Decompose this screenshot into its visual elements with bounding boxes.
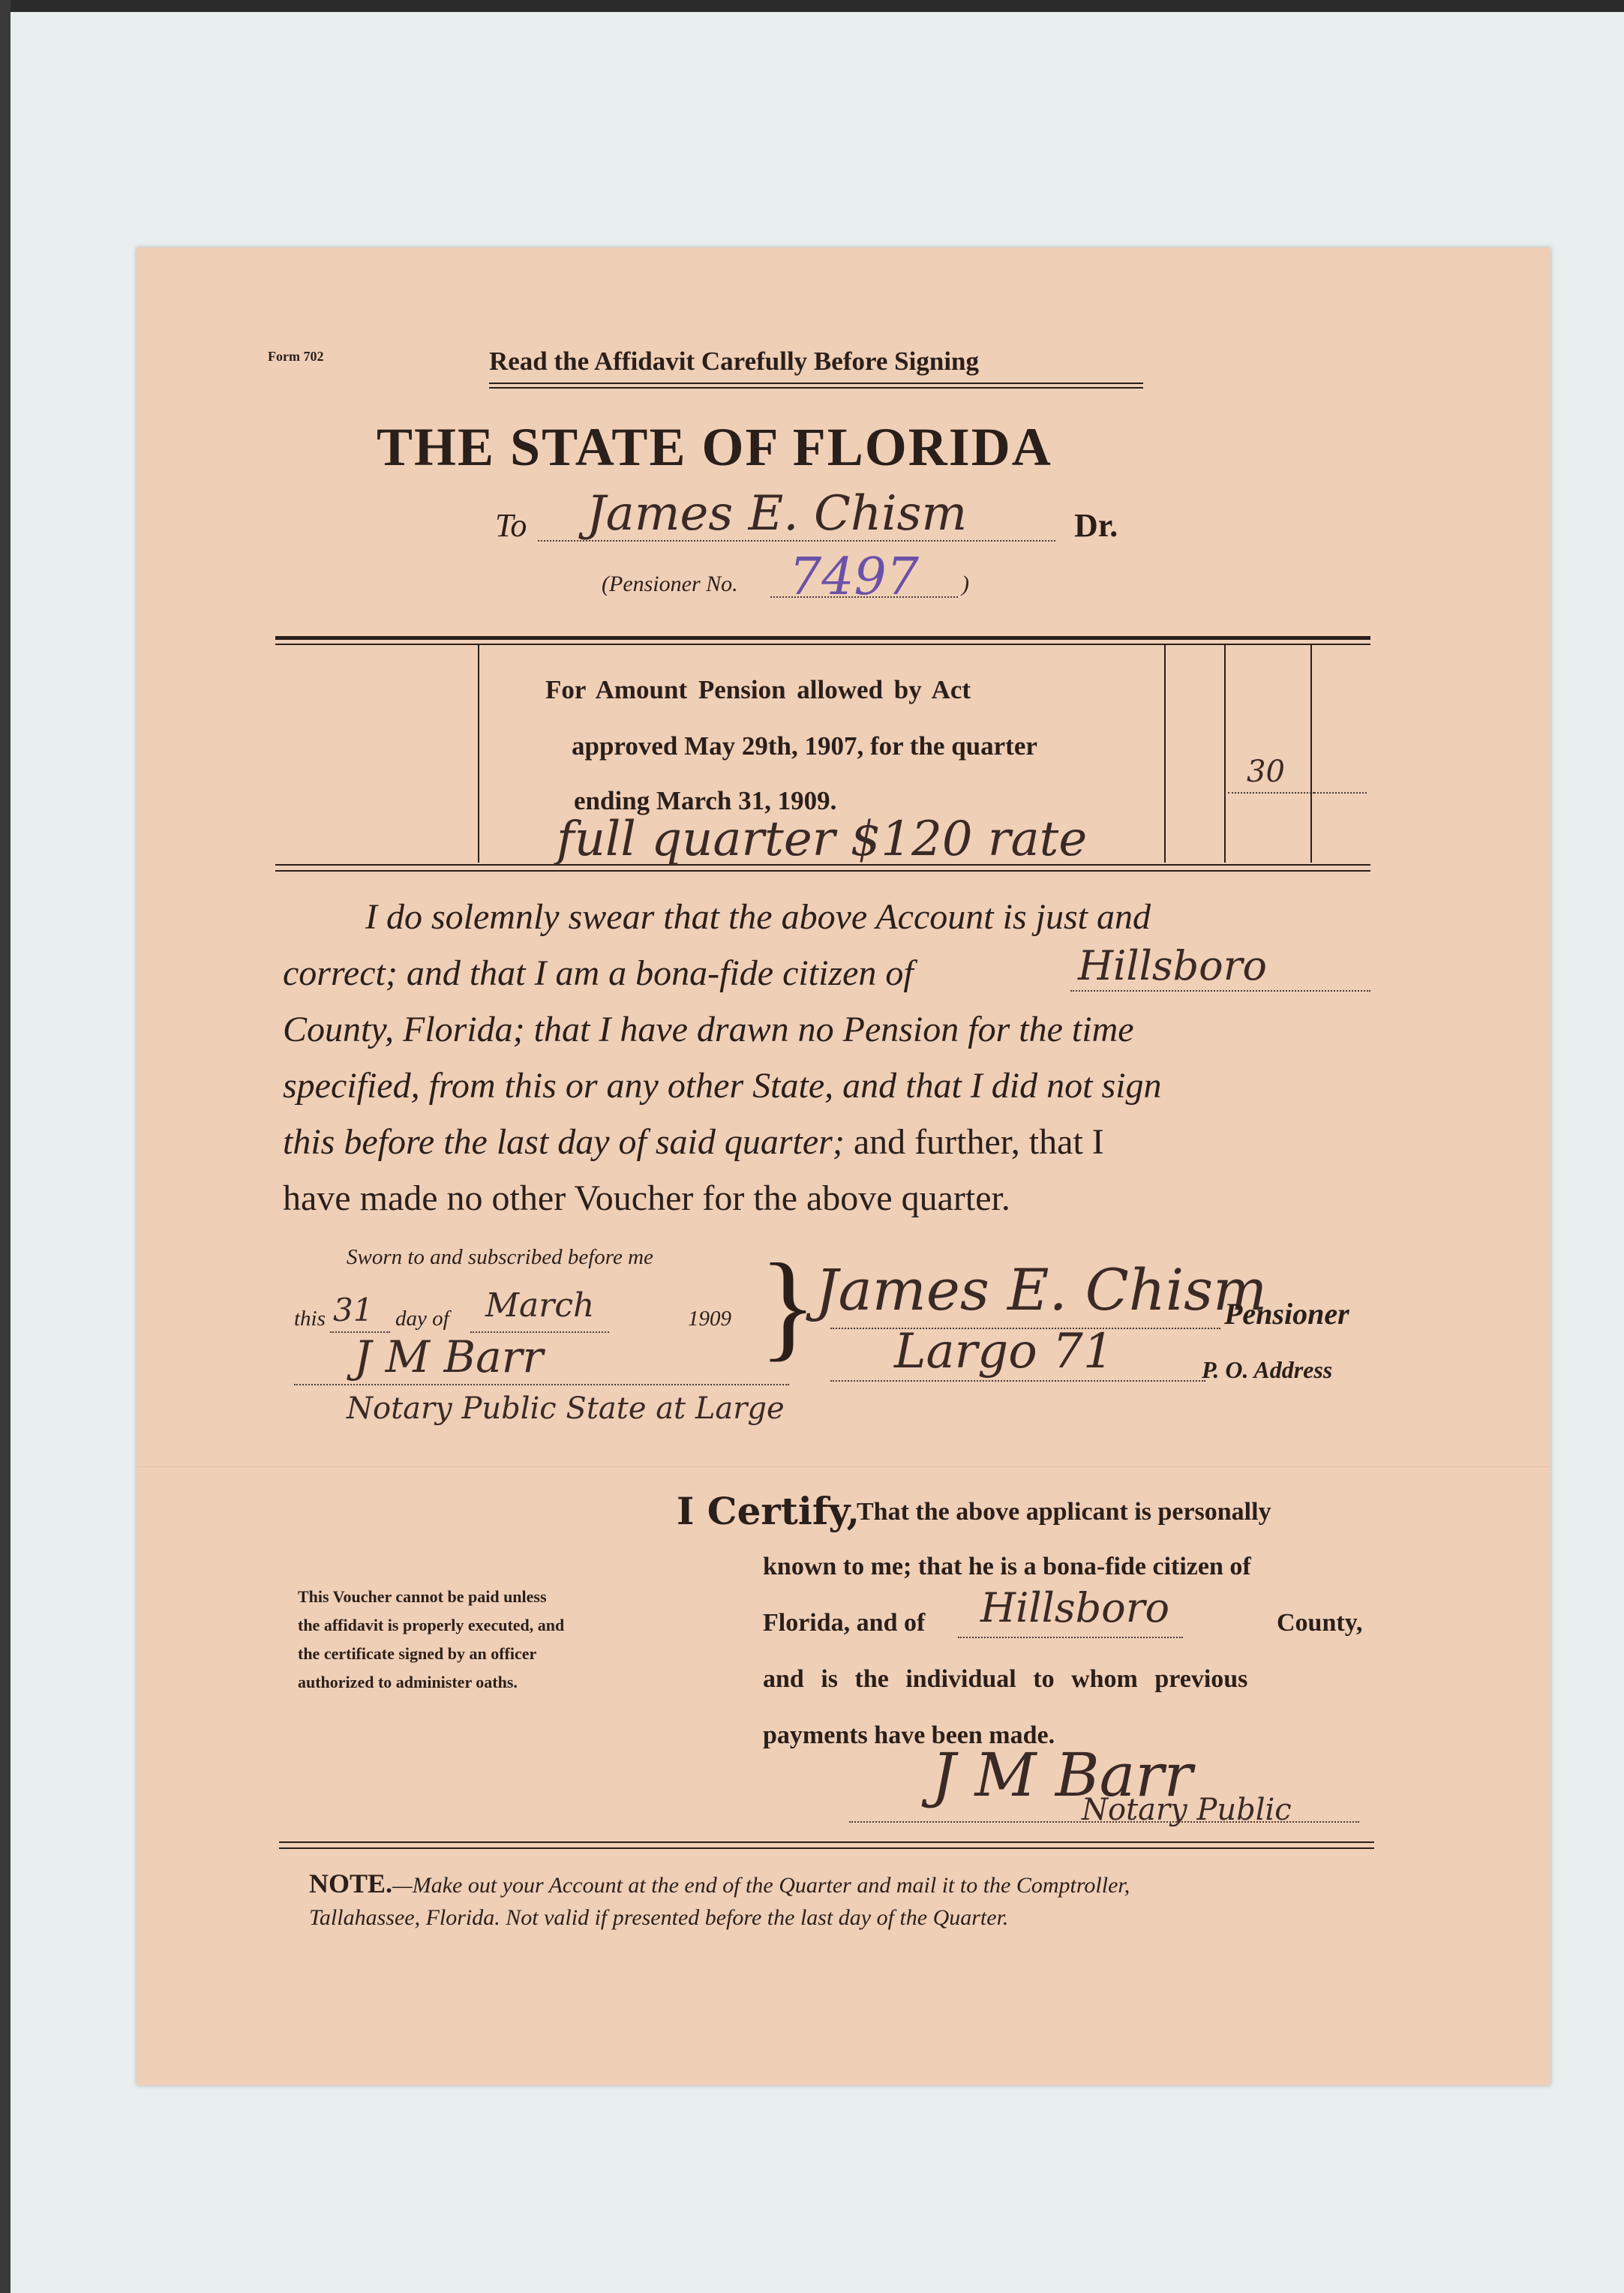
affidavit-line-5-roman: and further, that I xyxy=(844,1122,1104,1162)
certify-heading: I Certify, xyxy=(677,1489,860,1533)
certify-line-3b: County, xyxy=(1277,1609,1363,1637)
form-number: Form 702 xyxy=(268,349,324,364)
certify-signature: J M Barr xyxy=(932,1740,1193,1810)
note-top-rule xyxy=(279,1841,1374,1843)
header-note: Read the Affidavit Carefully Before Signing xyxy=(489,347,980,376)
note-label: NOTE. xyxy=(309,1868,393,1898)
certify-signature-title: Notary Public xyxy=(1082,1793,1292,1827)
affidavit-line-4: specified, from this or any other State, and that I did not sign xyxy=(283,1066,1162,1106)
account-line-2: approved May 29th, 1907, for the quarter xyxy=(572,731,1037,761)
payee-name: James E. Chism xyxy=(587,486,968,542)
voucher-note-line-3: the certificate signed by an officer xyxy=(298,1644,537,1663)
affidavit-county: Hillsboro xyxy=(1078,942,1268,989)
certify-county-dotted-line xyxy=(958,1637,1183,1638)
sworn-notary-title: Notary Public State at Large xyxy=(347,1391,785,1426)
amount-dotted-line xyxy=(1228,792,1314,794)
affidavit-line-5-italic: this before the last day of said quarter; xyxy=(283,1122,845,1162)
account-handwritten-note: full quarter $120 rate xyxy=(557,812,1088,867)
affidavit-line-1: I do solemnly swear that the above Account is just and xyxy=(365,897,1151,937)
affidavit-line-2 xyxy=(283,942,1378,1001)
table-col-line-1 xyxy=(478,645,479,863)
voucher-note-line-1: This Voucher cannot be paid unless xyxy=(298,1587,547,1606)
sworn-month: March xyxy=(485,1286,595,1325)
sworn-day-label: day of xyxy=(395,1307,449,1331)
table-bottom-rule-2 xyxy=(275,870,1370,872)
affidavit xyxy=(283,889,1378,1226)
account-line-3: ending March 31, 1909. xyxy=(574,786,837,815)
pension-voucher xyxy=(137,248,1550,2085)
scanner-frame-top xyxy=(0,0,1624,12)
table-top-rule xyxy=(275,636,1370,640)
scanner-frame-left xyxy=(0,0,11,2293)
table-top-rule-2 xyxy=(275,644,1370,645)
affidavit-line-2-text: correct; and that I am a bona-fide citizen of xyxy=(283,953,914,993)
brace: } xyxy=(759,1238,817,1372)
sworn-notary-signature: J M Barr xyxy=(354,1331,544,1382)
pensioner-close: ) xyxy=(962,572,969,596)
certify-line-1: That the above applicant is personally xyxy=(857,1498,1271,1526)
pensioner-label-sig: Pensioner xyxy=(1224,1297,1349,1331)
po-dotted-line xyxy=(830,1380,1205,1382)
affidavit-line-6: have made no other Voucher for the above quarter. xyxy=(283,1178,1010,1218)
voucher-note-line-2: the affidavit is properly executed, and xyxy=(298,1616,565,1634)
certify-line-3a: Florida, and of xyxy=(763,1609,926,1637)
paper-fold xyxy=(137,1466,1550,1469)
sworn-line-1: Sworn to and subscribed before me xyxy=(347,1245,653,1269)
page-title: THE STATE OF FLORIDA xyxy=(377,417,1052,477)
account-amount: 30 xyxy=(1247,755,1285,789)
po-address-value: Largo 71 xyxy=(894,1324,1114,1379)
table-col-line-2 xyxy=(1164,645,1166,863)
table-col-line-4 xyxy=(1310,645,1312,863)
cents-dotted-line xyxy=(1314,792,1367,794)
affidavit-line-5 xyxy=(283,1114,1378,1170)
po-address-label: P. O. Address xyxy=(1202,1356,1333,1383)
note-line-2: Tallahassee, Florida. Not valid if presented before the last day of the Quarter. xyxy=(309,1905,1009,1930)
certify-line-4: and is the individual to whom previous xyxy=(763,1665,1248,1693)
sworn-year: 1909 xyxy=(688,1307,731,1331)
affidavit-line-3: County, Florida; that I have drawn no Pension for the time xyxy=(283,1010,1134,1049)
header-underline-2 xyxy=(489,387,1143,389)
note-line-1 xyxy=(309,1868,1130,1899)
county-dotted-line xyxy=(1070,990,1370,992)
note-top-rule-2 xyxy=(279,1847,1374,1849)
voucher-note xyxy=(298,1583,564,1697)
pensioner-signature: James E. Chism xyxy=(815,1256,1268,1323)
certify-county: Hillsboro xyxy=(980,1584,1170,1631)
table-col-line-3 xyxy=(1224,645,1226,863)
certify-line-5: payments have been made. xyxy=(763,1721,1055,1749)
certify-line-2: known to me; that he is a bona-fide citizen of xyxy=(763,1553,1251,1580)
sworn-this-label: this xyxy=(294,1307,326,1331)
sworn-day: 31 xyxy=(333,1292,374,1328)
notary-dotted-line xyxy=(294,1384,789,1385)
header-underline xyxy=(489,383,1143,384)
note-line-1-text: —Make out your Account at the end of the Quarter and mail it to the Comptroller, xyxy=(392,1873,1130,1898)
dr-label: Dr. xyxy=(1074,507,1118,544)
to-label: To xyxy=(495,507,527,544)
pensioner-number: 7497 xyxy=(789,548,920,607)
account-line-1: For Amount Pension allowed by Act xyxy=(545,675,971,704)
pensioner-label: (Pensioner No. xyxy=(602,572,738,596)
voucher-note-line-4: authorized to administer oaths. xyxy=(298,1673,518,1691)
